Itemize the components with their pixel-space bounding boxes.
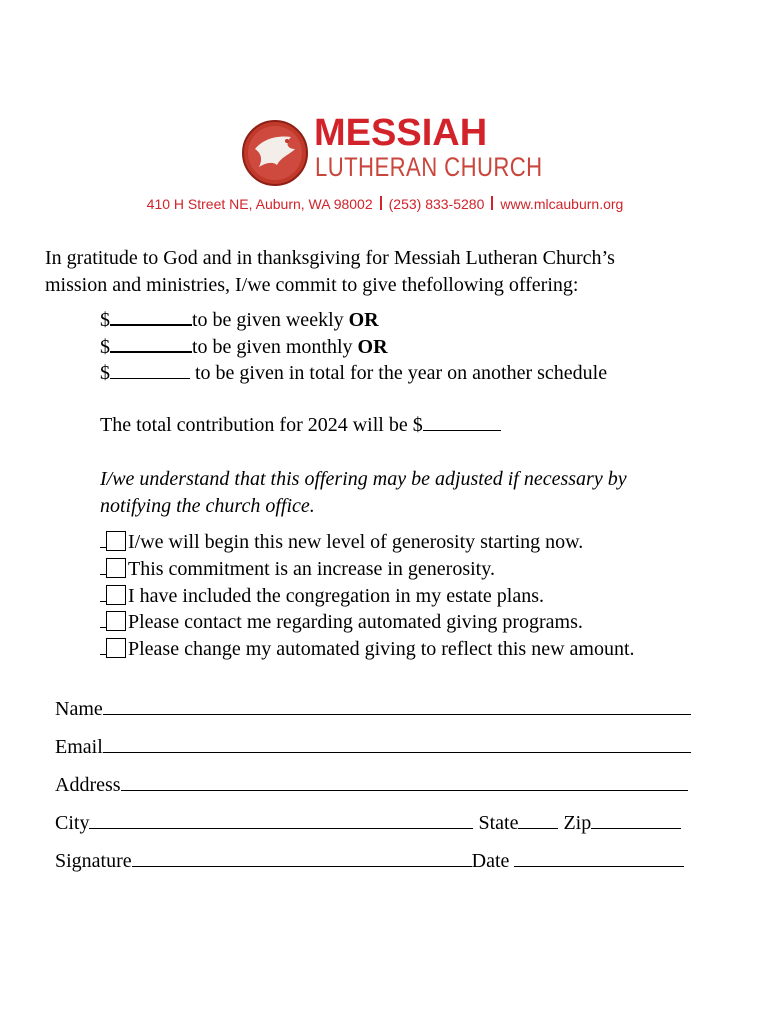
checkbox[interactable] [106,638,126,658]
email-field [55,734,691,759]
total-text: The total contribution for 2024 will be $ [100,414,423,436]
state-label: State [478,812,519,834]
note-line-1: I/we understand that this offering may be adjusted if necessary by [100,468,627,490]
total-amount-blank[interactable] [423,412,501,431]
contact-line [0,196,770,212]
option-text: to be given monthly [192,336,358,358]
option-text: to be given in total for the year on another schedule [190,362,608,384]
checkbox-row[interactable] [100,555,495,581]
checkbox-label: This commitment is an increase in generosity. [128,558,495,580]
date-label: Date [471,850,510,872]
address-label: Address [55,774,121,796]
option-yearly [100,360,607,387]
city-label: City [55,812,90,834]
checkbox-label: Please change my automated giving to reflect this new amount. [128,638,635,660]
phone-text: (253) 833-5280 [388,196,485,212]
monthly-amount-blank[interactable] [110,333,192,353]
signature-date-field [55,848,684,873]
option-monthly [100,333,388,361]
address-input-line[interactable] [121,772,688,791]
yearly-amount-blank[interactable] [110,360,190,379]
state-input-line[interactable] [518,810,558,829]
website-link[interactable]: www.mlcauburn.org [500,196,624,212]
dollar-sign: $ [100,362,110,384]
dollar-sign: $ [100,336,110,358]
dollar-sign: $ [100,309,110,331]
signature-label: Signature [55,850,132,872]
email-input-line[interactable] [103,734,691,753]
or-label: OR [348,309,379,331]
intro-line-1: In gratitude to God and in thanksgiving for Messiah Lutheran Church’s [45,247,615,269]
address-field [55,772,688,797]
checkbox[interactable] [106,611,126,631]
zip-label: Zip [563,812,592,834]
checkbox-row[interactable] [100,582,544,608]
checkbox[interactable] [106,531,126,551]
weekly-amount-blank[interactable] [110,306,192,326]
brand-name: MESSIAH [314,112,488,154]
divider [491,196,493,210]
city-state-zip-field [55,810,681,835]
date-input-line[interactable] [514,848,684,867]
checkbox-label: I have included the congregation in my estate plans. [128,585,544,607]
divider [380,196,382,210]
name-field [55,696,691,721]
name-label: Name [55,698,103,720]
checkbox-row[interactable] [100,528,583,554]
signature-input-line[interactable] [132,848,472,867]
checkbox-row[interactable] [100,635,635,661]
checkbox-row[interactable] [100,608,583,634]
church-logo-icon [241,119,309,187]
checkbox-label: Please contact me regarding automated giving programs. [128,611,583,633]
name-input-line[interactable] [103,696,691,715]
email-label: Email [55,736,103,758]
or-label: OR [357,336,388,358]
address-text: 410 H Street NE, Auburn, WA 98002 [146,196,373,212]
checkbox[interactable] [106,585,126,605]
checkbox[interactable] [106,558,126,578]
checkbox-label: I/we will begin this new level of generosity starting now. [128,531,584,553]
city-input-line[interactable] [89,810,473,829]
option-text: to be given weekly [192,309,349,331]
option-weekly [100,306,379,334]
total-contribution [100,412,501,439]
note-line-2: notifying the church office. [100,495,315,517]
intro-line-2: mission and ministries, I/we commit to give thefollowing offering: [45,274,579,296]
zip-input-line[interactable] [591,810,681,829]
brand-subtitle: LUTHERAN CHURCH [315,152,543,182]
